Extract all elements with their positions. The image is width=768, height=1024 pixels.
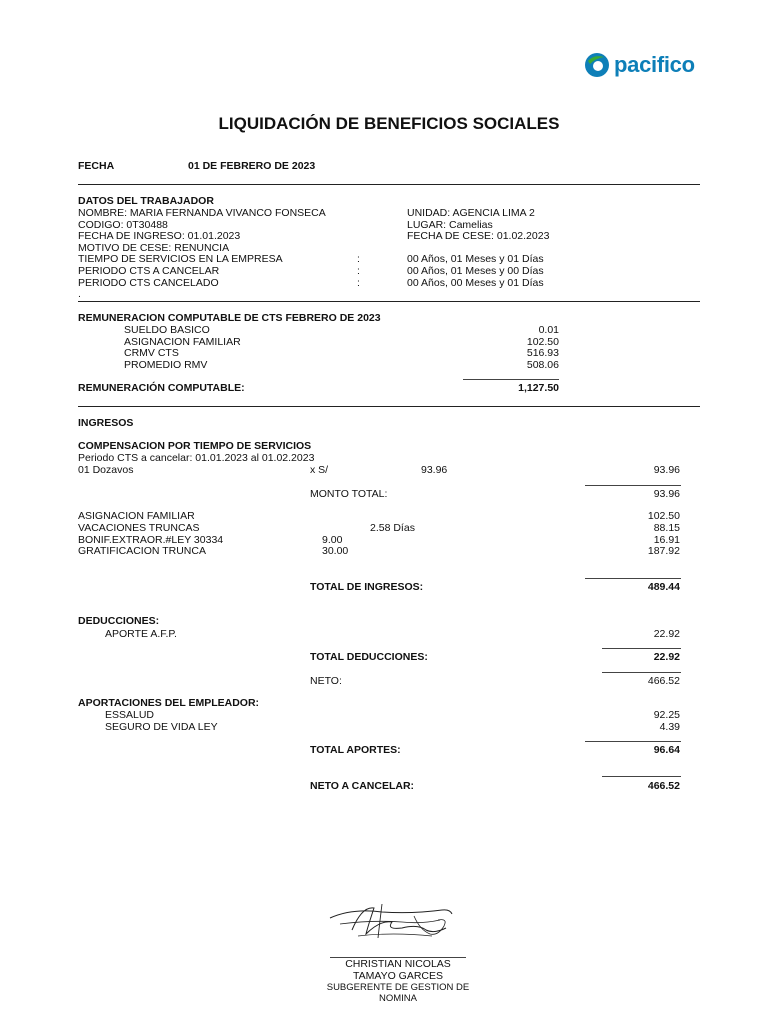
period-separator: : [357,265,360,277]
worker-lugar: LUGAR: Camelias [407,219,493,231]
ingresos-heading: INGRESOS [78,417,134,429]
ingreso-item-value: 16.91 [653,534,680,546]
aporte-item-label: ESSALUD [105,709,155,721]
worker-unidad: UNIDAD: AGENCIA LIMA 2 [407,207,535,219]
remuneracion-item-label: PROMEDIO RMV [124,359,208,371]
ingreso-item-label: VACACIONES TRUNCAS [78,522,200,534]
total-ingresos-label: TOTAL DE INGRESOS: [310,581,424,593]
period-label: PERIODO CTS CANCELADO [78,277,219,289]
neto-cancelar-label: NETO A CANCELAR: [310,780,415,792]
aporte-item-label: SEGURO DE VIDA LEY [105,721,218,733]
divider [78,406,700,407]
sum-underline [585,485,681,486]
signer-name-line1: CHRISTIAN NICOLAS [345,958,451,970]
total-ingresos-value: 489.44 [647,581,680,593]
aportaciones-heading: APORTACIONES DEL EMPLEADOR: [78,697,260,709]
dozavos-label: 01 Dozavos [78,464,134,476]
worker-nombre: NOMBRE: MARIA FERNANDA VIVANCO FONSECA [78,207,326,219]
pacifico-logo-icon [584,52,610,78]
deducciones-heading: DEDUCCIONES: [78,615,160,627]
period-label: TIEMPO DE SERVICIOS EN LA EMPRESA [78,253,283,265]
period-value: 00 Años, 01 Meses y 00 Días [407,265,544,277]
remuneracion-item-label: CRMV CTS [124,347,179,359]
period-separator: : [357,253,360,265]
cts-heading: COMPENSACION POR TIEMPO DE SERVICIOS [78,440,312,452]
ingreso-item-value: 88.15 [653,522,680,534]
sum-underline [602,648,681,649]
period-separator: : [357,277,360,289]
document-title: LIQUIDACIÓN DE BENEFICIOS SOCIALES [218,114,560,133]
dozavos-value: 93.96 [653,464,680,476]
worker-codigo: CODIGO: 0T30488 [78,219,168,231]
ingreso-item-quantity: 9.00 [322,534,343,546]
remuneracion-heading: REMUNERACION COMPUTABLE DE CTS FEBRERO DE 2023 [78,312,381,324]
period-value: 00 Años, 00 Meses y 01 Días [407,277,544,289]
neto-label: NETO: [310,675,342,687]
dozavos-multiplier: x S/ [310,464,329,476]
remuneracion-total-label: REMUNERACIÓN COMPUTABLE: [78,382,245,394]
worker-motivo-cese: MOTIVO DE CESE: RENUNCIA [78,242,230,254]
total-aportes-label: TOTAL APORTES: [310,744,401,756]
aporte-item-value: 4.39 [659,721,680,733]
period-value: 00 Años, 01 Meses y 01 Días [407,253,544,265]
signer-role-line1: SUBGERENTE DE GESTION DE [326,982,470,993]
aporte-item-value: 92.25 [653,709,680,721]
sum-underline [463,379,559,380]
ingreso-item-value: 187.92 [647,545,680,557]
neto-value: 466.52 [647,675,680,687]
divider [78,184,700,185]
ingreso-item-quantity: 30.00 [322,545,349,557]
remuneracion-item-value: 102.50 [526,336,559,348]
sum-underline [602,672,681,673]
cts-periodo: Periodo CTS a cancelar: 01.01.2023 al 01.02.2023 [78,452,315,464]
total-aportes-value: 96.64 [653,744,680,756]
remuneracion-item-value: 0.01 [538,324,559,336]
remuneracion-item-value: 508.06 [526,359,559,371]
ingreso-item-label: ASIGNACION FAMILIAR [78,510,195,522]
signature [322,900,457,945]
ingreso-item-label: GRATIFICACION TRUNCA [78,545,206,557]
ingreso-item-label: BONIF.EXTRAOR.#LEY 30334 [78,534,224,546]
ingreso-item-quantity: 2.58 Días [370,522,415,534]
neto-cancelar-value: 466.52 [647,780,680,792]
signer-role-line2: NOMINA [379,993,417,1004]
remuneracion-item-label: ASIGNACION FAMILIAR [124,336,241,348]
worker-fecha-cese: FECHA DE CESE: 01.02.2023 [407,230,550,242]
remuneracion-item-label: SUELDO BASICO [124,324,210,336]
deduccion-item-label: APORTE A.F.P. [105,628,177,640]
sum-underline [585,741,681,742]
stray-mark: . [78,288,81,300]
sum-underline [585,578,681,579]
worker-heading: DATOS DEL TRABAJADOR [78,195,214,207]
worker-fecha-ingreso: FECHA DE INGRESO: 01.01.2023 [78,230,241,242]
monto-total-label: MONTO TOTAL: [310,488,388,500]
deduccion-item-value: 22.92 [653,628,680,640]
pacifico-logo [584,52,695,78]
dozavos-rate: 93.96 [421,464,448,476]
divider [78,301,700,302]
fecha-value: 01 DE FEBRERO DE 2023 [188,160,316,172]
remuneracion-item-value: 516.93 [526,347,559,359]
signer-name-line2: TAMAYO GARCES [352,970,444,982]
remuneracion-total-value: 1,127.50 [518,382,559,394]
total-deducciones-value: 22.92 [653,651,680,663]
logo-text: pacifico [614,52,695,77]
total-deducciones-label: TOTAL DEDUCCIONES: [310,651,428,663]
sum-underline [602,776,681,777]
fecha-label: FECHA [78,160,115,172]
period-label: PERIODO CTS A CANCELAR [78,265,220,277]
ingreso-item-value: 102.50 [647,510,680,522]
monto-total-value: 93.96 [653,488,680,500]
